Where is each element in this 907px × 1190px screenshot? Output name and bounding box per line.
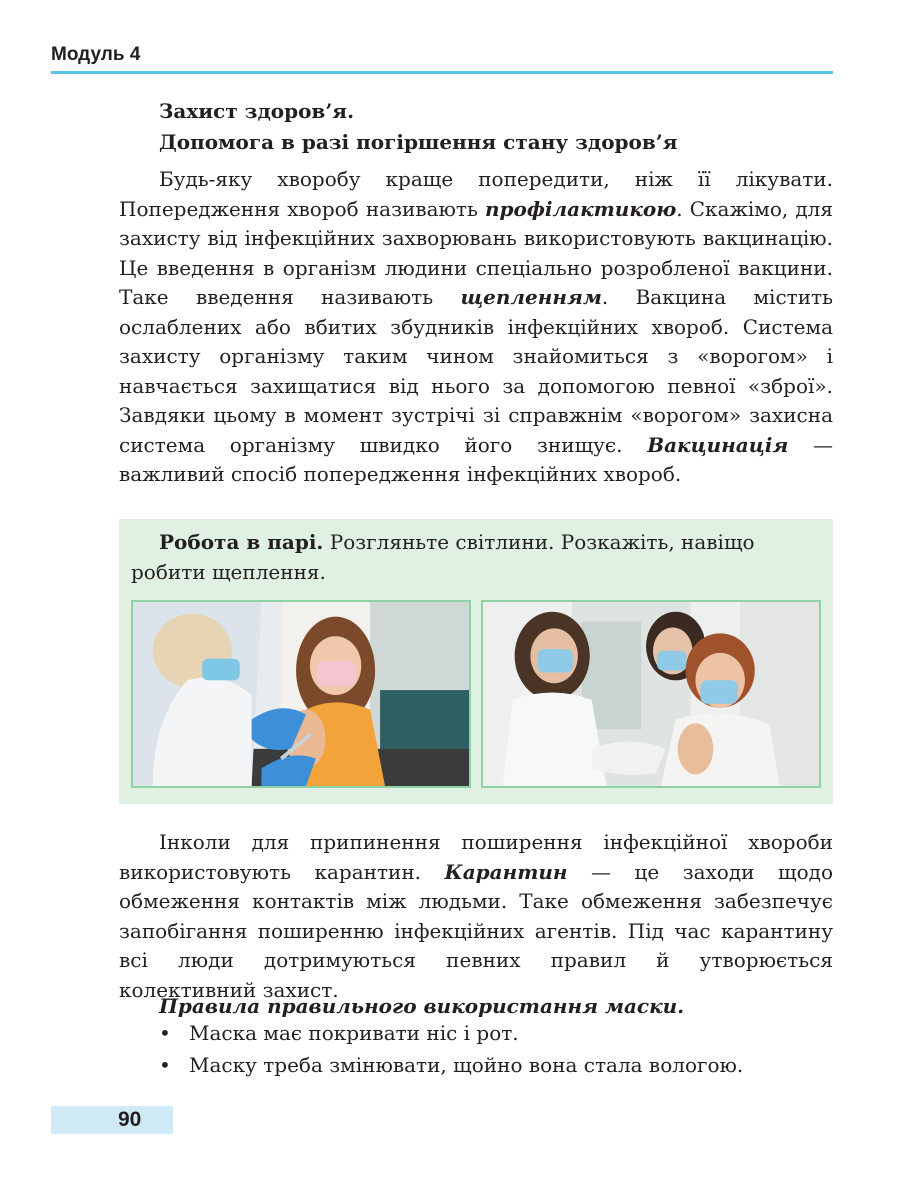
paragraph-vaccination [119,165,833,490]
bullet-icon: • [159,1021,171,1045]
photo-boy-vaccination [481,600,821,788]
term-vaccination-shot: щепленням [460,285,602,309]
paragraph-quarantine [119,828,833,1005]
rule-1: Маска має покривати ніс і рот. [189,1021,519,1045]
pair-work-box [119,519,833,804]
term-quarantine: Карантин [444,859,568,884]
bullet-icon: • [159,1053,171,1077]
pair-work-instruction: Розгляньте світлини. Розкажіть, навіщо робити щеплення. [131,530,755,584]
para1-text-3: . Вакцина містить ослаблених або вбитих збудників інфекційних хвороб. Система захисту організму таким чином знайомиться з «ворогом» і навчається захищатися від нього за допомогою певної «зброї». Завдяки цьому в момент зустрічі зі справжнім «ворогом» захисна система організму швидко його знищує. [119,285,833,457]
photo-girl-vaccination [131,600,471,788]
rule-2: Маску треба змінювати, щойно вона стала вологою. [189,1053,744,1077]
section-heading [159,96,678,158]
para1-text-1: Будь-яку хворобу краще попередити, ніж її лікувати. Попередження хвороб називають [119,167,833,221]
pair-work-label: Робота в парі. [159,530,324,554]
photo-boy-vaccination-image [483,602,819,786]
heading-line-1: Захист здоров’я. [159,99,355,123]
page-number-bar [51,1106,173,1134]
mask-rules-title-text: Правила правильного використання маски. [159,994,685,1018]
term-vaccination: Вакцинація [647,432,789,457]
list-item [159,1017,743,1049]
photo-girl-vaccination-image [133,602,469,786]
header-rule [51,71,833,74]
module-label: Модуль 4 [51,44,141,65]
para1-text-4: — важливий спосіб попередження інфекційних хвороб. [119,432,834,486]
mask-rules-list [159,1017,743,1081]
para2-text-2: — це заходи щодо обмеження контактів між людьми. Таке обмеження забезпечує запобігання поширенню інфекційних агентів. Під час карантину всі люди дотримуються певних правил й утворюється колективний захист. [119,859,833,1002]
para1-text-2: . Скажімо, для захисту від інфекційних захворювань використовують вакцинацію. Це введення в організм людини спеціально розробленої вакцини. Таке введення називають [119,196,833,309]
list-item [159,1049,743,1081]
heading-line-2: Допомога в разі погіршення стану здоров’я [159,130,678,154]
term-prophylaxis: профілактикою [485,196,677,221]
para2-text-1: Інколи для припинення поширення інфекційної хвороби використовують карантин. [119,830,833,884]
page-number: 90 [118,1108,142,1131]
pair-work-text [131,528,821,587]
